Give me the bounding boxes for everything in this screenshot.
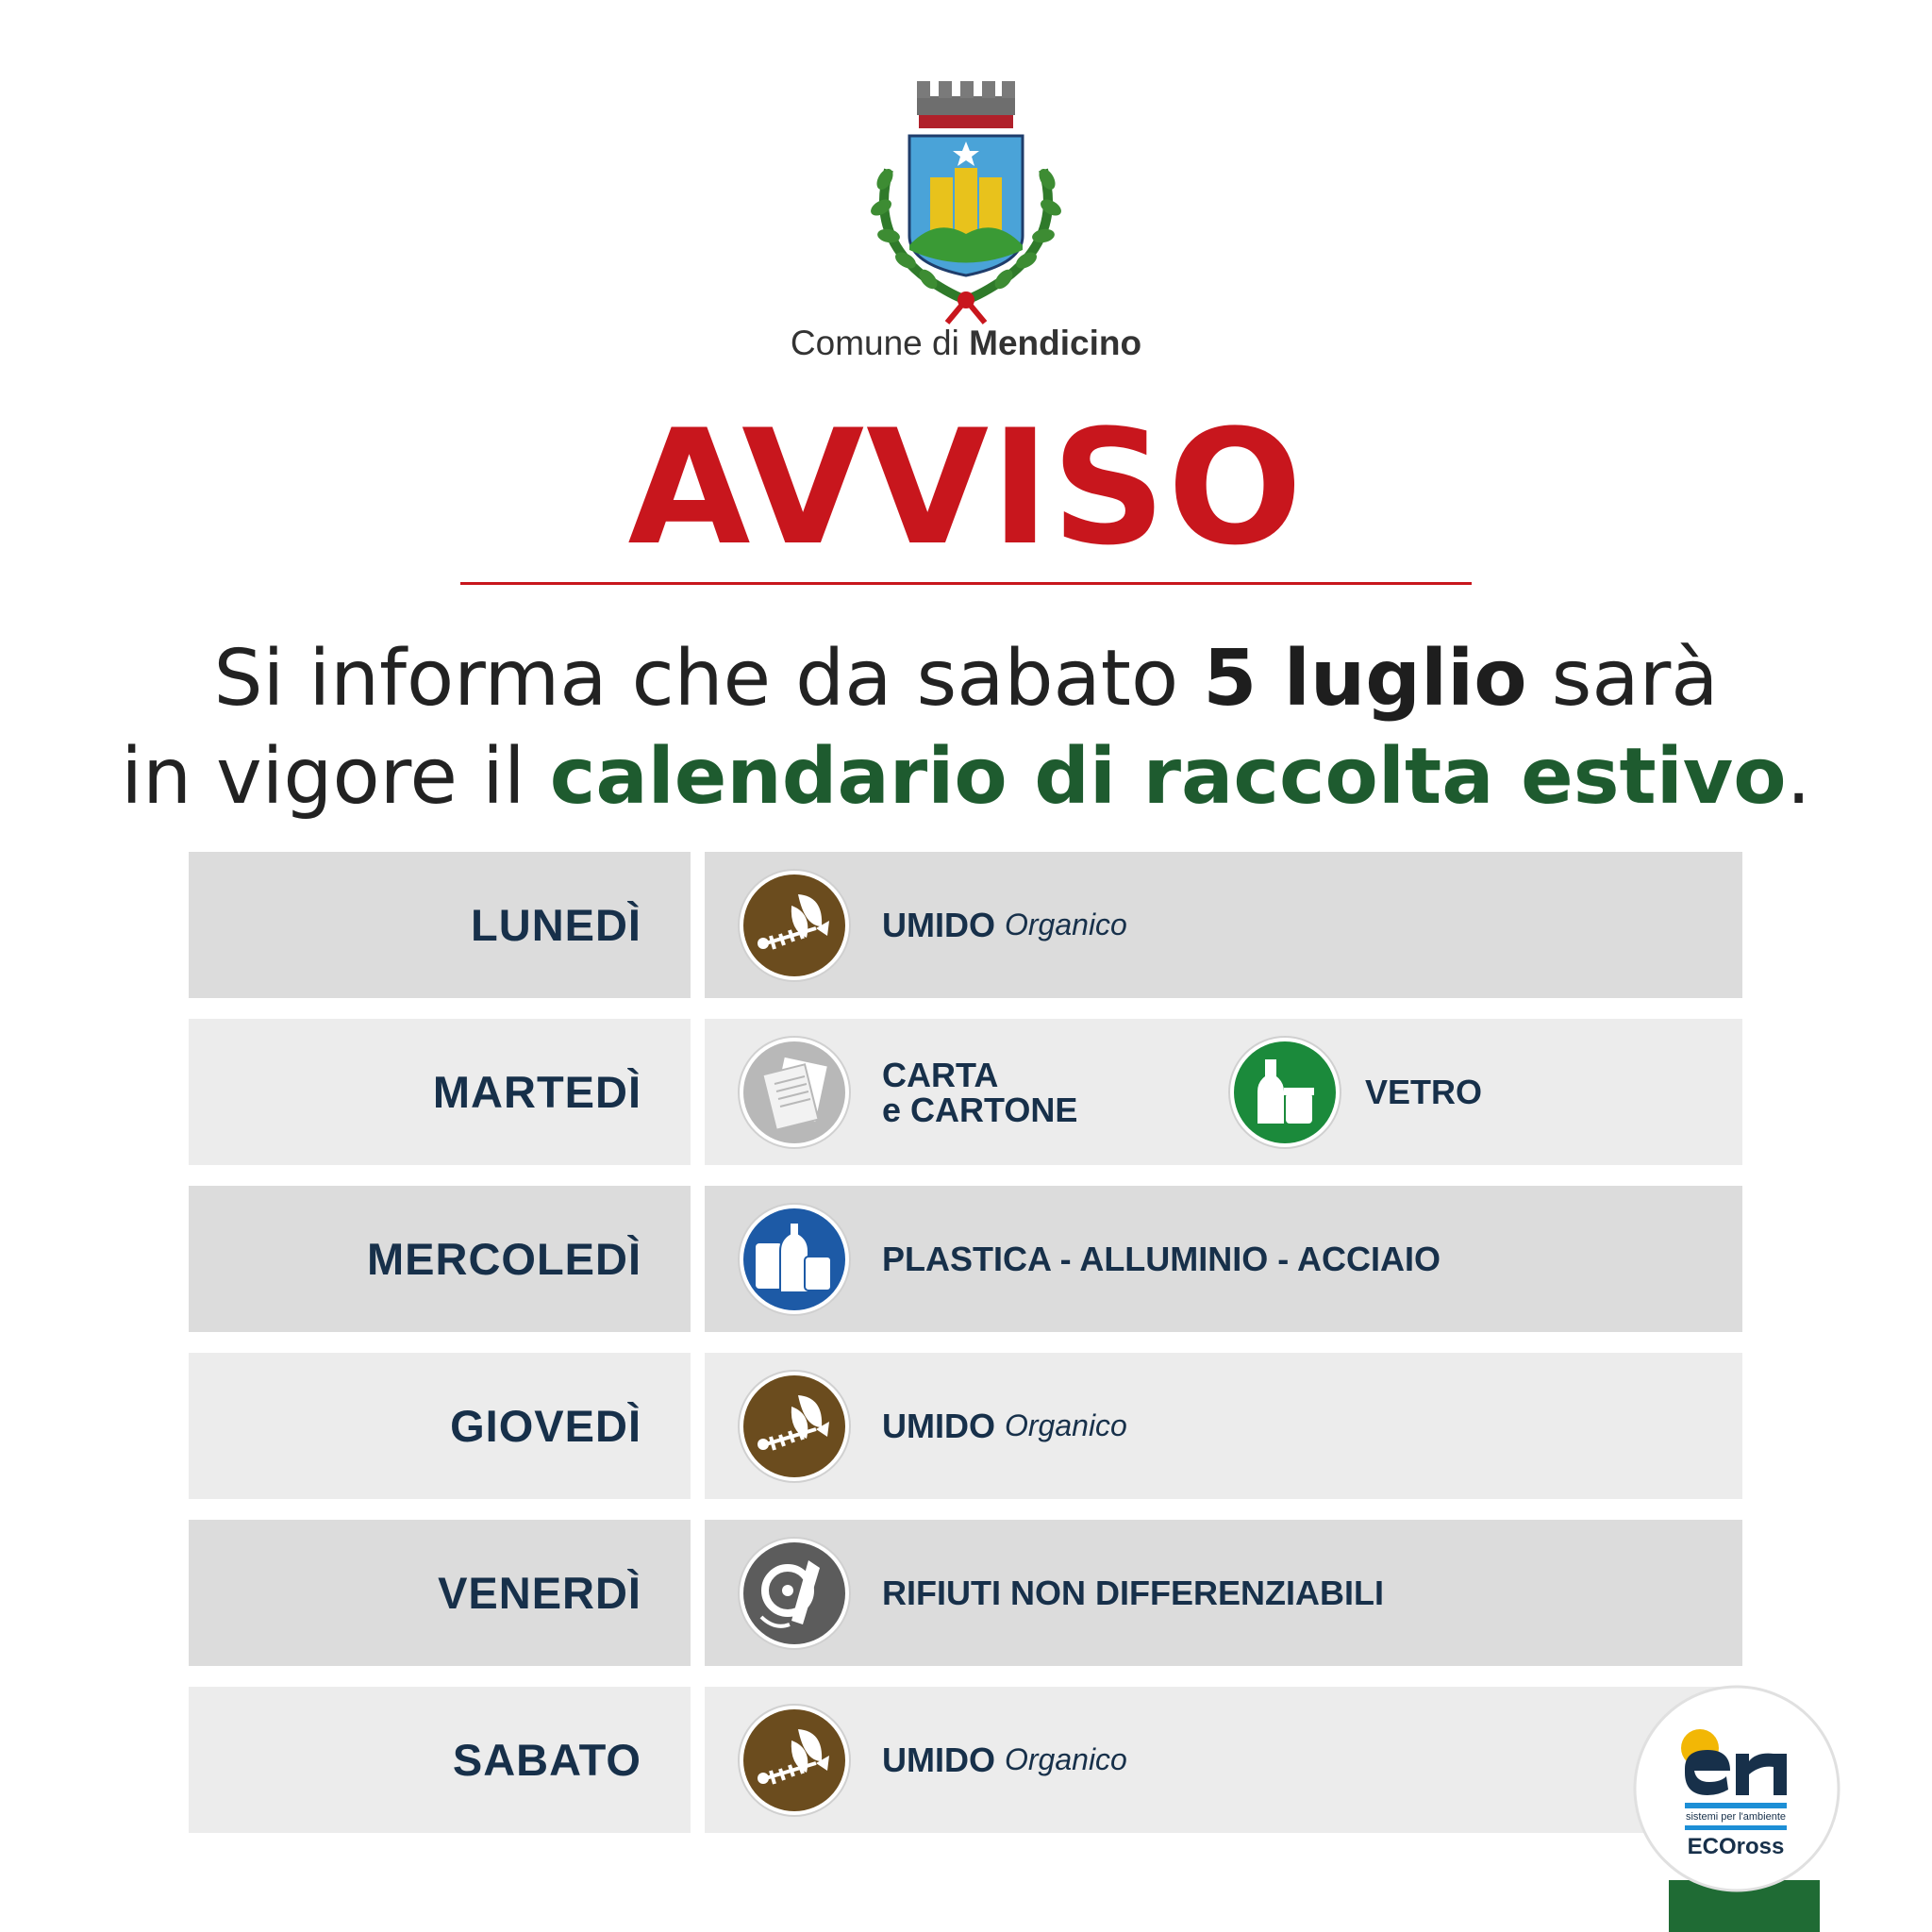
organic-waste-icon: [737, 1369, 852, 1484]
day-label: LUNEDÌ: [189, 852, 691, 998]
schedule-row-wednesday: [189, 1186, 1742, 1332]
residual-waste-icon: [737, 1536, 852, 1651]
organic-waste-icon: [737, 868, 852, 983]
title-divider: [460, 582, 1472, 585]
schedule-row-monday: [189, 852, 1742, 998]
notice-line-1: Si informa che da sabato 5 luglio sarà: [213, 634, 1719, 724]
collection-cell: [705, 1019, 1742, 1165]
day-label: VENERDÌ: [189, 1520, 691, 1666]
organic-waste-icon: [737, 1703, 852, 1818]
collection-label: UMIDO Organico: [882, 1406, 1127, 1445]
day-label: GIOVEDÌ: [189, 1353, 691, 1499]
notice-title: AVVISO: [627, 395, 1305, 580]
collection-label: PLASTICA - ALLUMINIO - ACCIAIO: [882, 1239, 1441, 1278]
schedule-row-friday: [189, 1520, 1742, 1666]
ecoross-logo: [1632, 1684, 1841, 1893]
ecoross-brand: ECOross: [1687, 1834, 1785, 1859]
day-label: MARTEDÌ: [189, 1019, 691, 1165]
collection-label: UMIDO Organico: [882, 905, 1127, 944]
collection-label: UMIDO Organico: [882, 1740, 1127, 1779]
collection-cell: [705, 1186, 1742, 1332]
collection-cell: [705, 1353, 1742, 1499]
day-label: MERCOLEDÌ: [189, 1186, 691, 1332]
municipal-crest-emblem: [860, 75, 1072, 330]
plastic-metal-icon: [737, 1202, 852, 1317]
municipality-name: Comune di Mendicino: [790, 324, 1142, 362]
schedule-row-saturday: [189, 1687, 1742, 1833]
collection-cell: [705, 1520, 1742, 1666]
schedule-row-thursday: [189, 1353, 1742, 1499]
collection-cell: [705, 852, 1742, 998]
ecoross-tagline: sistemi per l'ambiente: [1685, 1811, 1787, 1823]
day-label: SABATO: [189, 1687, 691, 1833]
collection-label: RIFIUTI NON DIFFERENZIABILI: [882, 1573, 1384, 1612]
collection-label: CARTA e CARTONE: [882, 1055, 1078, 1129]
schedule-row-tuesday: [189, 1019, 1742, 1165]
collection-cell: [705, 1687, 1742, 1833]
paper-icon: [737, 1035, 852, 1150]
glass-icon: [1227, 1035, 1342, 1150]
collection-label: VETRO: [1365, 1072, 1483, 1111]
notice-line-2: in vigore il calendario di raccolta estivo.: [121, 732, 1811, 822]
